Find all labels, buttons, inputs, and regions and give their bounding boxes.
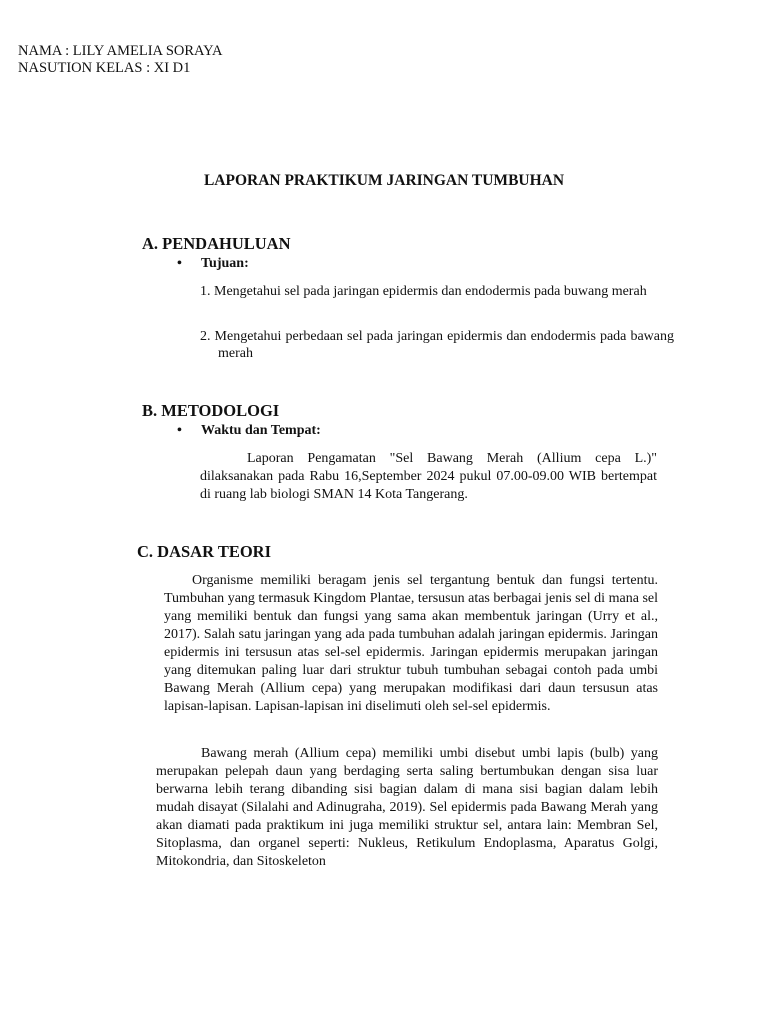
student-class-line: NASUTION KELAS : XI D1 (18, 60, 191, 76)
student-name-line: NAMA : LILY AMELIA SORAYA (18, 43, 223, 59)
section-a-item-2: 2. Mengetahui perbedaan sel pada jaringan epidermis dan endodermis pada bawang merah (200, 329, 674, 361)
section-c-heading: C. DASAR TEORI (137, 542, 272, 561)
section-b-bullet-label: Waktu dan Tempat: (201, 423, 321, 438)
section-b-bullet (177, 423, 321, 439)
section-b-paragraph: Laporan Pengamatan "Sel Bawang Merah (Allium cepa L.)" dilaksanakan pada Rabu 16,September 2024 pukul 07.00-09.00 WIB bertempat di ruang lab biologi SMAN 14 Kota Tangerang. (200, 451, 657, 502)
report-title: LAPORAN PRAKTIKUM JARINGAN TUMBUHAN (203, 172, 565, 189)
section-a-item-1: 1. Mengetahui sel pada jaringan epidermis dan endodermis pada buwang merah (200, 284, 647, 299)
bullet-icon: • (177, 256, 182, 271)
bullet-icon: • (177, 423, 182, 438)
student-info (18, 43, 223, 77)
section-c-paragraph-2: Bawang merah (Allium cepa) memiliki umbi disebut umbi lapis (bulb) yang merupakan pelepah daun yang berdaging serta saling bertumbukan dengan sisa luar berwarna lebih terang dibanding sisi bagian dalam di mana sisi bagian dalam lebih mudah disayat (Silalahi and Adinugraha, 2019). Sel epidermis pada Bawang Merah yang akan diamati pada praktikum ini juga memiliki struktur sel, antara lain: Membran Sel, Sitoplasma, dan organel seperti: Nukleus, Retikulum Endoplasma, Aparatus Golgi, Mitokondria, dan Sitoskeleton (156, 746, 658, 869)
section-a-bullet (177, 256, 249, 272)
section-c-paragraph-1: Organisme memiliki beragam jenis sel tergantung bentuk dan fungsi tertentu. Tumbuhan yang termasuk Kingdom Plantae, tersusun atas berbagai jenis sel di mana sel yang memiliki bentuk dan fungsi yang sama akan membentuk jaringan (Urry et al., 2017). Salah satu jaringan yang ada pada tumbuhan adalah jaringan epidermis. Jaringan epidermis ini tersusun atas sel-sel epidermis. Jaringan epidermis merupakan jaringan yang ditemukan paling luar dari struktur tubuh tumbuhan sebagai contoh pada umbi Bawang Merah (Allium cepa) yang merupakan modifikasi dari daun tersusun atas lapisan-lapisan. Lapisan-lapisan ini diselimuti oleh sel-sel epidermis. (164, 573, 658, 714)
section-a-bullet-label: Tujuan: (201, 256, 249, 271)
section-a-heading: A. PENDAHULUAN (142, 234, 291, 253)
section-b-heading: B. METODOLOGI (142, 401, 280, 420)
